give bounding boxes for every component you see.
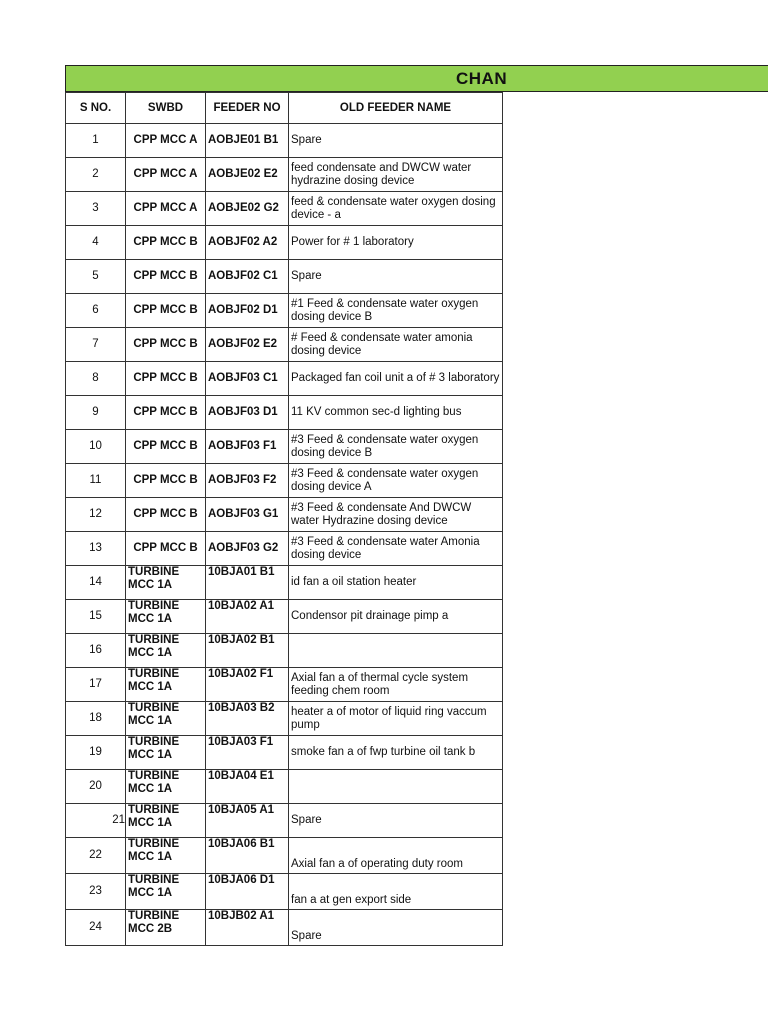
cell-swbd[interactable]: TURBINE MCC 1A <box>126 600 206 634</box>
cell-swbd[interactable]: CPP MCC B <box>126 430 206 464</box>
table-row <box>66 874 503 910</box>
title-banner[interactable] <box>65 65 768 92</box>
cell-old-feeder-name[interactable]: feed & condensate water oxygen dosing device - a <box>289 192 503 226</box>
table-row <box>66 124 503 158</box>
cell-sno[interactable]: 18 <box>66 702 126 736</box>
table-row <box>66 260 503 294</box>
cell-swbd[interactable]: TURBINE MCC 1A <box>126 702 206 736</box>
cell-old-feeder-name[interactable]: Axial fan a of thermal cycle system feeding chem room <box>289 668 503 702</box>
cell-feeder-no[interactable]: 10BJA02 A1 <box>206 600 289 634</box>
cell-sno[interactable]: 3 <box>66 192 126 226</box>
cell-feeder-no[interactable]: 10BJA03 B2 <box>206 702 289 736</box>
cell-old-feeder-name[interactable]: Spare <box>289 260 503 294</box>
cell-sno[interactable]: 22 <box>66 838 126 874</box>
cell-old-feeder-name[interactable]: Packaged fan coil unit a of # 3 laboratory <box>289 362 503 396</box>
cell-sno[interactable]: 14 <box>66 566 126 600</box>
header-old-feeder-name[interactable]: OLD FEEDER NAME <box>289 93 503 124</box>
cell-sno[interactable]: 7 <box>66 328 126 362</box>
cell-swbd[interactable]: CPP MCC A <box>126 158 206 192</box>
cell-sno[interactable]: 2 <box>66 158 126 192</box>
cell-feeder-no[interactable]: 10BJA06 B1 <box>206 838 289 874</box>
cell-swbd[interactable]: CPP MCC B <box>126 260 206 294</box>
table-row <box>66 736 503 770</box>
cell-sno[interactable]: 16 <box>66 634 126 668</box>
table-row <box>66 396 503 430</box>
table-row <box>66 910 503 946</box>
table-row <box>66 328 503 362</box>
cell-old-feeder-name[interactable]: smoke fan a of fwp turbine oil tank b <box>289 736 503 770</box>
cell-swbd[interactable]: TURBINE MCC 1A <box>126 770 206 804</box>
table-row <box>66 430 503 464</box>
cell-feeder-no[interactable]: AOBJF03 F2 <box>206 464 289 498</box>
cell-sno[interactable]: 17 <box>66 668 126 702</box>
cell-feeder-no[interactable]: 10BJA04 E1 <box>206 770 289 804</box>
cell-swbd[interactable]: CPP MCC B <box>126 498 206 532</box>
cell-swbd[interactable]: TURBINE MCC 1A <box>126 668 206 702</box>
cell-swbd[interactable]: TURBINE MCC 1A <box>126 874 206 910</box>
cell-swbd[interactable]: CPP MCC B <box>126 328 206 362</box>
cell-old-feeder-name[interactable]: Spare <box>289 124 503 158</box>
header-sno[interactable]: S NO. <box>66 93 126 124</box>
table-row <box>66 634 503 668</box>
table-row <box>66 498 503 532</box>
cell-feeder-no[interactable]: AOBJF03 D1 <box>206 396 289 430</box>
cell-swbd[interactable]: CPP MCC B <box>126 396 206 430</box>
cell-old-feeder-name[interactable]: #1 Feed & condensate water oxygen dosing device B <box>289 294 503 328</box>
table-row <box>66 566 503 600</box>
cell-feeder-no[interactable]: 10BJA01 B1 <box>206 566 289 600</box>
cell-old-feeder-name[interactable]: Axial fan a of operating duty room <box>289 838 503 874</box>
cell-swbd[interactable]: TURBINE MCC 1A <box>126 736 206 770</box>
cell-sno[interactable]: 8 <box>66 362 126 396</box>
cell-old-feeder-name[interactable]: fan a at gen export side <box>289 874 503 910</box>
banner-title: CHAN <box>456 69 508 88</box>
cell-swbd[interactable]: CPP MCC B <box>126 532 206 566</box>
cell-feeder-no[interactable]: AOBJF03 G2 <box>206 532 289 566</box>
table-row <box>66 702 503 736</box>
table-row <box>66 362 503 396</box>
cell-swbd[interactable]: CPP MCC B <box>126 464 206 498</box>
table-row <box>66 770 503 804</box>
cell-feeder-no[interactable]: 10BJA02 F1 <box>206 668 289 702</box>
cell-swbd[interactable]: TURBINE MCC 1A <box>126 804 206 838</box>
cell-feeder-no[interactable]: AOBJF03 G1 <box>206 498 289 532</box>
cell-sno[interactable]: 5 <box>66 260 126 294</box>
cell-feeder-no[interactable]: AOBJF03 C1 <box>206 362 289 396</box>
table-row <box>66 464 503 498</box>
cell-sno[interactable]: 13 <box>66 532 126 566</box>
cell-sno[interactable]: 19 <box>66 736 126 770</box>
cell-feeder-no[interactable]: AOBJE01 B1 <box>206 124 289 158</box>
cell-feeder-no[interactable]: 10BJA06 D1 <box>206 874 289 910</box>
cell-sno[interactable]: 6 <box>66 294 126 328</box>
cell-sno[interactable]: 12 <box>66 498 126 532</box>
table-row <box>66 532 503 566</box>
cell-swbd[interactable]: CPP MCC A <box>126 124 206 158</box>
cell-old-feeder-name[interactable]: Power for # 1 laboratory <box>289 226 503 260</box>
cell-sno[interactable]: 15 <box>66 600 126 634</box>
cell-feeder-no[interactable]: AOBJE02 E2 <box>206 158 289 192</box>
cell-feeder-no[interactable]: AOBJF02 C1 <box>206 260 289 294</box>
cell-old-feeder-name[interactable] <box>289 770 503 804</box>
cell-swbd[interactable]: TURBINE MCC 2B <box>126 910 206 946</box>
cell-feeder-no[interactable]: AOBJF02 D1 <box>206 294 289 328</box>
cell-sno[interactable]: 1 <box>66 124 126 158</box>
cell-sno[interactable]: 9 <box>66 396 126 430</box>
table-row <box>66 158 503 192</box>
header-swbd[interactable]: SWBD <box>126 93 206 124</box>
cell-swbd[interactable]: CPP MCC B <box>126 294 206 328</box>
cell-feeder-no[interactable]: 10BJA05 A1 <box>206 804 289 838</box>
cell-old-feeder-name[interactable]: feed condensate and DWCW water hydrazine dosing device <box>289 158 503 192</box>
header-row <box>66 93 503 124</box>
cell-feeder-no[interactable]: AOBJF03 F1 <box>206 430 289 464</box>
cell-feeder-no[interactable]: AOBJF02 E2 <box>206 328 289 362</box>
cell-sno[interactable]: 10 <box>66 430 126 464</box>
cell-old-feeder-name[interactable]: #3 Feed & condensate water oxygen dosing device B <box>289 430 503 464</box>
table-row <box>66 804 503 838</box>
cell-feeder-no[interactable]: AOBJF02 A2 <box>206 226 289 260</box>
cell-sno[interactable]: 21 <box>66 804 126 838</box>
cell-swbd[interactable]: CPP MCC A <box>126 192 206 226</box>
cell-old-feeder-name[interactable]: heater a of motor of liquid ring vaccum pump <box>289 702 503 736</box>
table-row <box>66 600 503 634</box>
cell-sno[interactable]: 20 <box>66 770 126 804</box>
cell-sno[interactable]: 23 <box>66 874 126 910</box>
cell-old-feeder-name[interactable]: #3 Feed & condensate water Amonia dosing device <box>289 532 503 566</box>
cell-swbd[interactable]: TURBINE MCC 1A <box>126 634 206 668</box>
cell-old-feeder-name[interactable]: #3 Feed & condensate And DWCW water Hydrazine dosing device <box>289 498 503 532</box>
cell-old-feeder-name[interactable]: #3 Feed & condensate water oxygen dosing device A <box>289 464 503 498</box>
spreadsheet <box>65 65 768 946</box>
cell-sno[interactable]: 11 <box>66 464 126 498</box>
cell-sno[interactable]: 24 <box>66 910 126 946</box>
feeder-table <box>65 92 503 946</box>
table-row <box>66 838 503 874</box>
cell-sno[interactable]: 4 <box>66 226 126 260</box>
cell-swbd[interactable]: CPP MCC B <box>126 226 206 260</box>
cell-feeder-no[interactable]: 10BJB02 A1 <box>206 910 289 946</box>
header-feeder-no[interactable]: FEEDER NO <box>206 93 289 124</box>
cell-swbd[interactable]: TURBINE MCC 1A <box>126 566 206 600</box>
cell-old-feeder-name[interactable]: Condensor pit drainage pimp a <box>289 600 503 634</box>
cell-old-feeder-name[interactable]: 11 KV common sec-d lighting bus <box>289 396 503 430</box>
cell-feeder-no[interactable]: 10BJA02 B1 <box>206 634 289 668</box>
table-row <box>66 668 503 702</box>
cell-old-feeder-name[interactable]: # Feed & condensate water amonia dosing device <box>289 328 503 362</box>
cell-feeder-no[interactable]: 10BJA03 F1 <box>206 736 289 770</box>
cell-swbd[interactable]: TURBINE MCC 1A <box>126 838 206 874</box>
cell-feeder-no[interactable]: AOBJE02 G2 <box>206 192 289 226</box>
cell-old-feeder-name[interactable]: Spare <box>289 910 503 946</box>
cell-old-feeder-name[interactable] <box>289 634 503 668</box>
table-row <box>66 226 503 260</box>
table-row <box>66 294 503 328</box>
cell-old-feeder-name[interactable]: Spare <box>289 804 503 838</box>
cell-old-feeder-name[interactable]: id fan a oil station heater <box>289 566 503 600</box>
cell-swbd[interactable]: CPP MCC B <box>126 362 206 396</box>
table-row <box>66 192 503 226</box>
